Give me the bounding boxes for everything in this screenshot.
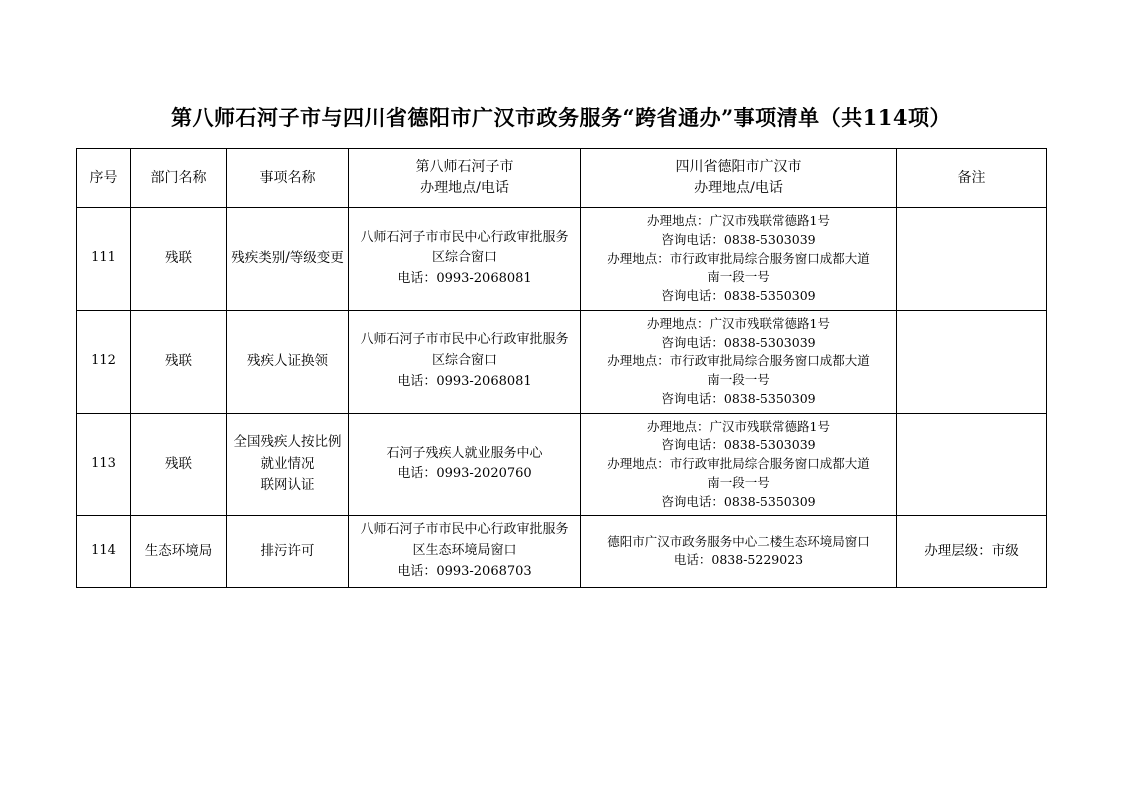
column-header-guanghan-location [581, 149, 897, 208]
table-row [77, 516, 1047, 587]
cell-department [131, 516, 227, 587]
cell-guanghan-line: 咨询电话：0838-5303039 [661, 437, 816, 453]
cell-shihezi-location [349, 208, 581, 311]
cross-province-service-table [76, 148, 1047, 588]
cell-guanghan-location [581, 310, 897, 413]
cell-department-line: 残联 [165, 455, 192, 472]
column-header-shihezi-location [349, 149, 581, 208]
cell-department-line: 生态环境局 [144, 542, 213, 559]
cell-guanghan-location [581, 516, 897, 587]
cell-shihezi-line: 电话：0993-2068081 [397, 374, 532, 390]
column-header-seq: 序号 [77, 149, 131, 208]
cell-item-line: 全国残疾人按比例 [233, 433, 342, 450]
table-header-row [77, 149, 1047, 208]
cell-guanghan-line: 咨询电话：0838-5350309 [661, 390, 816, 406]
cell-item [227, 310, 349, 413]
cell-shihezi-line: 八师石河子市市民中心行政审批服务 [360, 522, 569, 538]
cell-shihezi-line: 八师石河子市市民中心行政审批服务 [360, 229, 569, 245]
cell-shihezi-line: 电话：0993-2068081 [397, 271, 532, 287]
table-row [77, 310, 1047, 413]
column-header-shihezi-line1: 第八师石河子市 [415, 159, 514, 175]
cell-shihezi-line: 区综合窗口 [431, 250, 497, 266]
cell-seq: 111 [77, 208, 131, 311]
cell-item-line: 联网认证 [260, 477, 315, 494]
cell-guanghan-line: 咨询电话：0838-5350309 [661, 493, 816, 509]
page-title: 第八师石河子市与四川省德阳市广汉市政务服务“跨省通办”事项清单（共114项） [171, 105, 951, 130]
cell-guanghan-line: 南一段一号 [707, 474, 770, 490]
cell-guanghan-line: 办理地点：广汉市残联常德路1号 [647, 213, 830, 228]
cell-department-line: 残联 [165, 250, 192, 267]
cell-note [897, 516, 1047, 587]
cell-department [131, 208, 227, 311]
cell-department [131, 310, 227, 413]
table-body [77, 208, 1047, 588]
cell-guanghan-line: 咨询电话：0838-5303039 [661, 334, 816, 350]
cell-guanghan-location [581, 208, 897, 311]
cell-guanghan-line: 咨询电话：0838-5350309 [661, 288, 816, 303]
cell-item-line: 残疾类别/等级变更 [231, 250, 344, 267]
cell-item-line: 残疾人证换领 [247, 352, 328, 369]
cell-shihezi-line: 电话：0993-2068703 [397, 563, 532, 579]
column-header-guanghan-line2: 办理地点/电话 [694, 180, 783, 196]
cell-guanghan-line: 办理地点：市行政审批局综合服务窗口成都大道 [607, 250, 870, 266]
column-header-item: 事项名称 [227, 149, 349, 208]
column-header-department: 部门名称 [131, 149, 227, 208]
cell-department [131, 413, 227, 516]
cell-guanghan-line: 电话：0838-5229023 [673, 552, 804, 568]
table-row [77, 208, 1047, 311]
cell-guanghan-line: 南一段一号 [707, 372, 770, 387]
cell-guanghan-line: 咨询电话：0838-5303039 [661, 231, 816, 247]
cell-note [897, 413, 1047, 516]
cell-guanghan-location [581, 413, 897, 516]
cell-note-line: 办理层级：市级 [924, 542, 1019, 559]
cell-shihezi-line: 石河子残疾人就业服务中心 [386, 445, 543, 461]
cell-guanghan-line: 办理地点：市行政审批局综合服务窗口成都大道 [607, 353, 870, 369]
cell-shihezi-line: 电话：0993-2020760 [397, 466, 532, 482]
cell-item [227, 413, 349, 516]
cell-note [897, 208, 1047, 311]
cell-department-line: 残联 [165, 352, 192, 369]
cell-guanghan-line: 办理地点：广汉市残联常德路1号 [647, 315, 830, 331]
cell-seq: 112 [77, 310, 131, 413]
table-header [77, 149, 1047, 208]
cell-shihezi-location [349, 413, 581, 516]
cell-item [227, 516, 349, 587]
cell-shihezi-line: 区生态环境局窗口 [412, 543, 517, 559]
cell-guanghan-line: 办理地点：广汉市残联常德路1号 [647, 418, 830, 434]
column-header-note: 备注 [897, 149, 1047, 208]
cell-item [227, 208, 349, 311]
cell-guanghan-line: 办理地点：市行政审批局综合服务窗口成都大道 [607, 456, 870, 471]
column-header-shihezi-line2: 办理地点/电话 [420, 180, 509, 196]
cell-note [897, 310, 1047, 413]
cell-shihezi-line: 八师石河子市市民中心行政审批服务 [360, 332, 569, 348]
cell-shihezi-line: 区综合窗口 [431, 353, 497, 369]
listing-table-wrapper [76, 148, 1046, 588]
cell-item-line: 排污许可 [260, 542, 315, 559]
cell-item-line: 就业情况 [260, 455, 315, 472]
cell-seq: 114 [77, 516, 131, 587]
table-row [77, 413, 1047, 516]
cell-guanghan-line: 德阳市广汉市政务服务中心二楼生态环境局窗口 [607, 533, 870, 549]
cell-guanghan-line: 南一段一号 [707, 269, 770, 285]
column-header-guanghan-line1: 四川省德阳市广汉市 [675, 159, 802, 175]
cell-shihezi-location [349, 516, 581, 587]
cell-seq: 113 [77, 413, 131, 516]
cell-shihezi-location [349, 310, 581, 413]
